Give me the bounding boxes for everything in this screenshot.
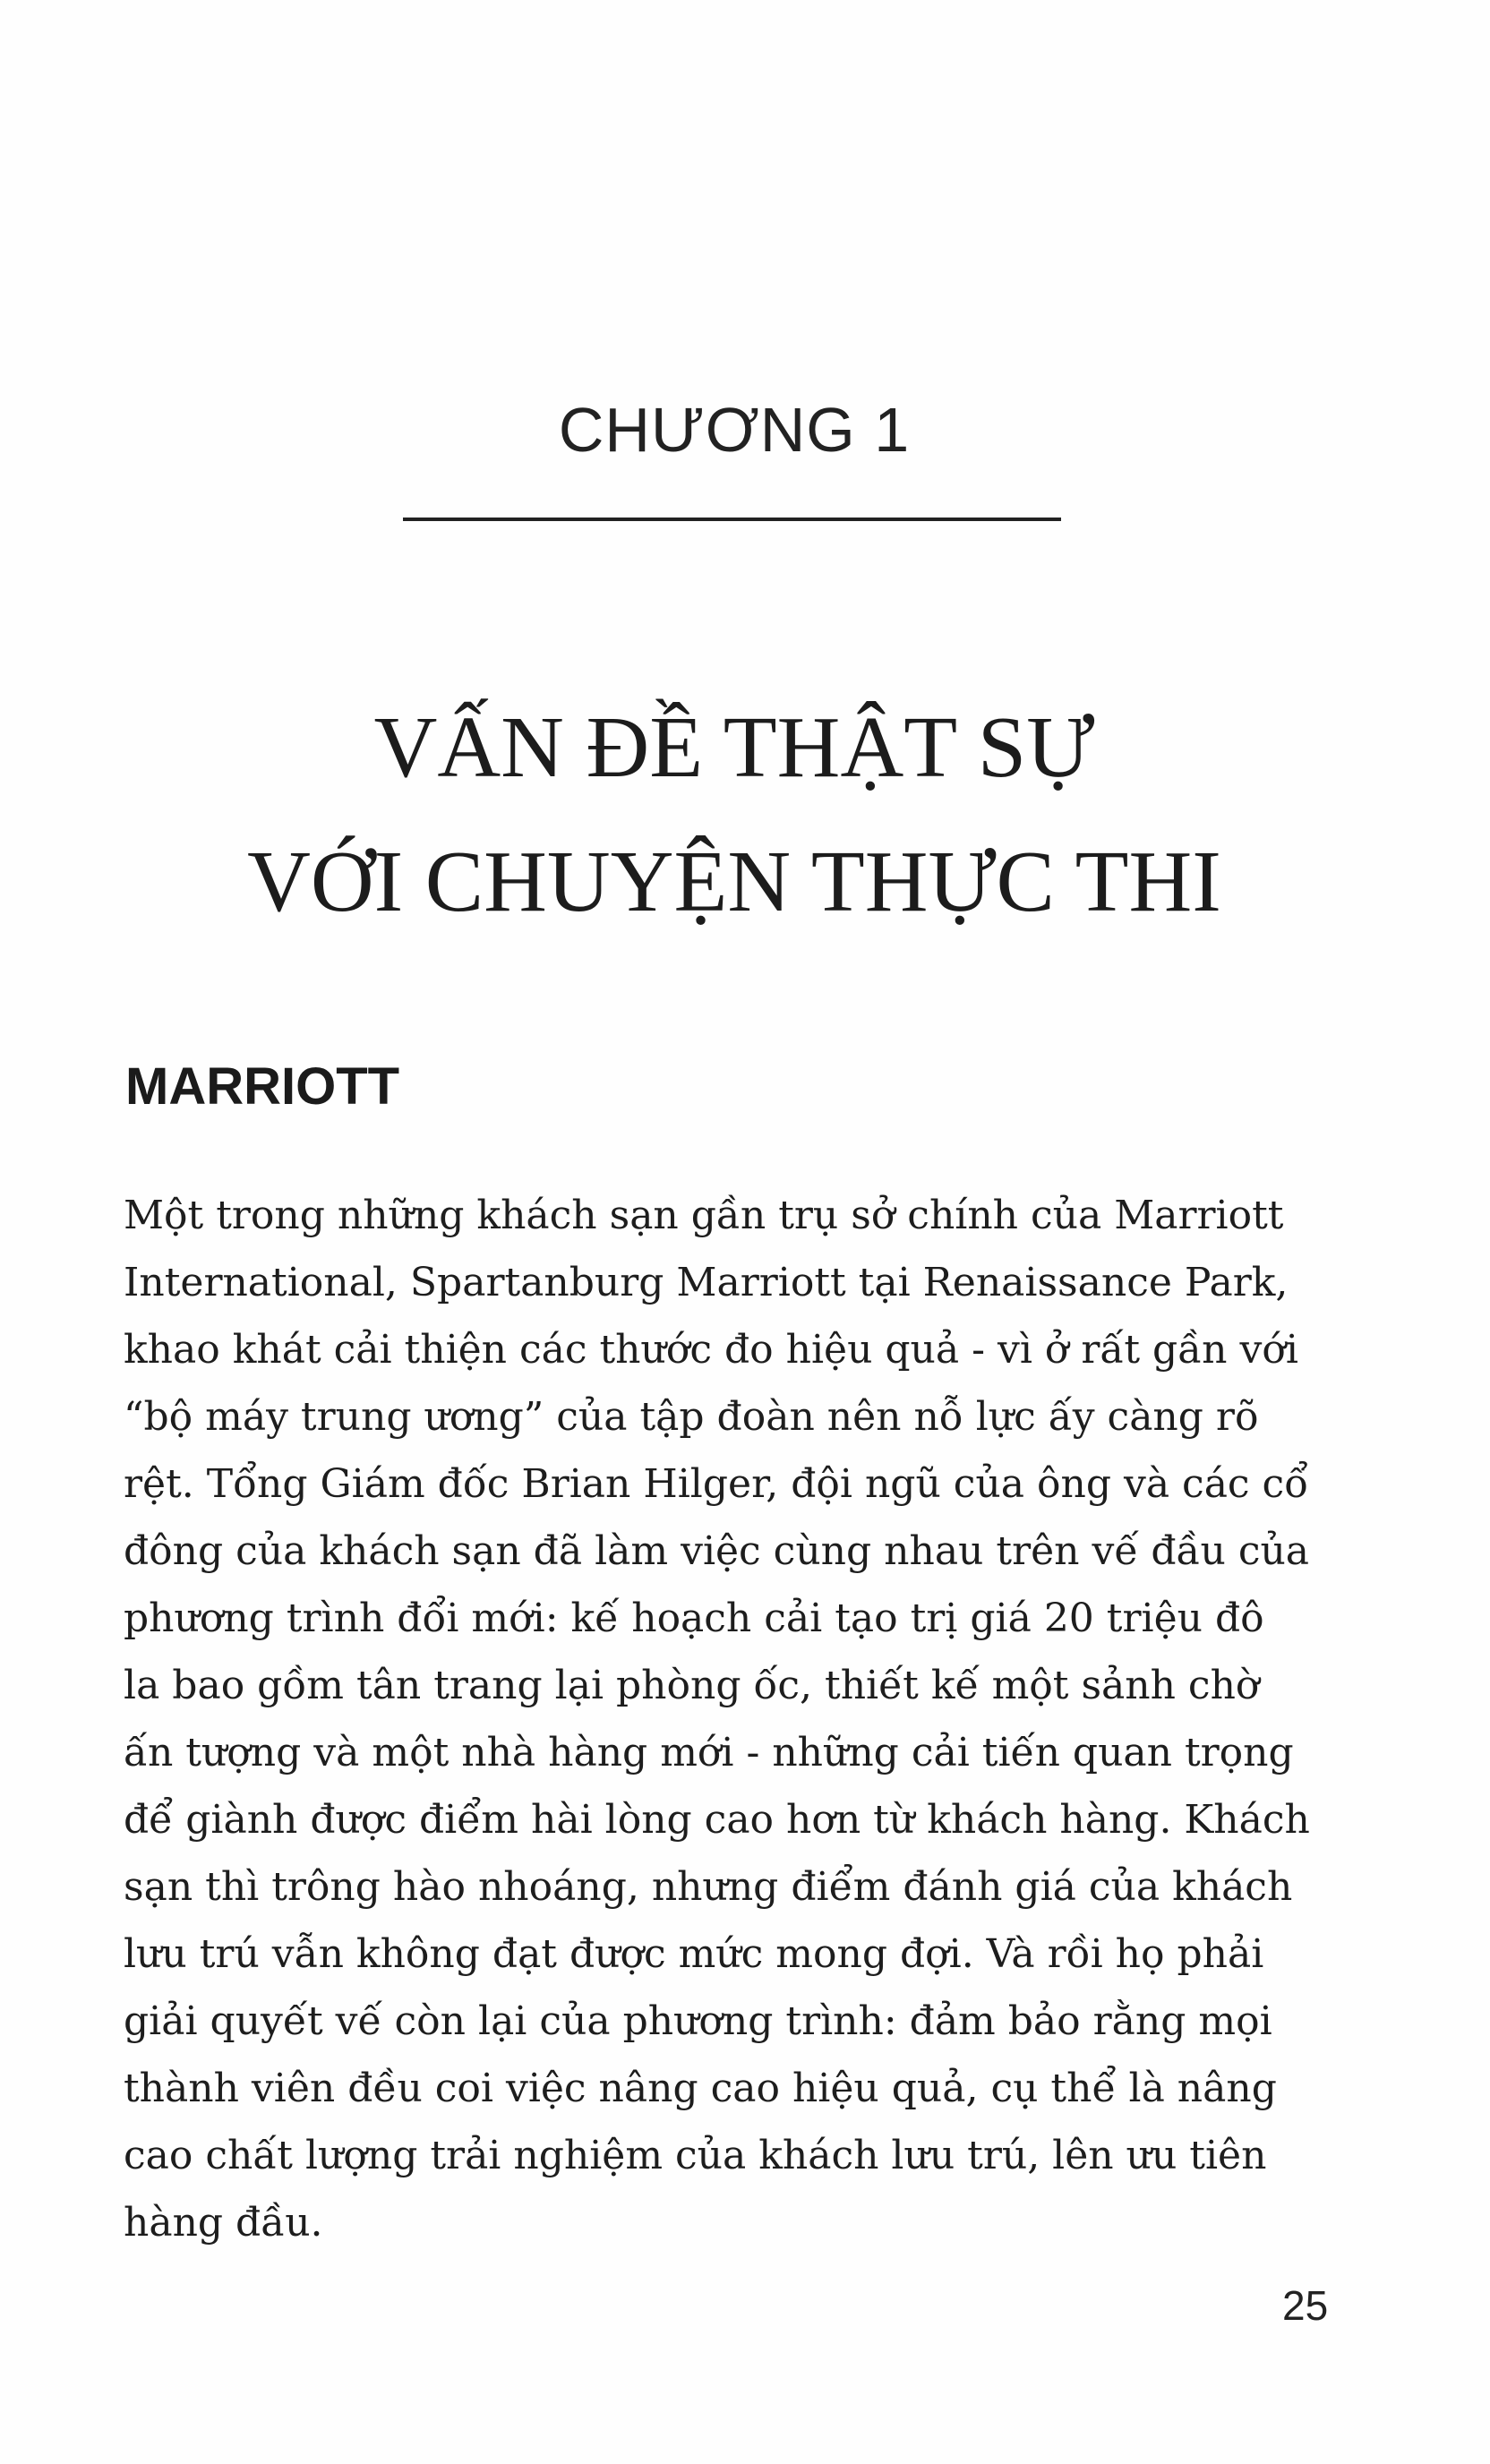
chapter-title [0, 680, 1469, 949]
chapter-title-line: VỚI CHUYỆN THỰC THI [247, 834, 1221, 930]
body-paragraph [124, 1182, 1377, 2256]
paragraph-line: lưu trú vẫn không đạt được mức mong đợi. Và rồi họ phải [124, 1931, 1264, 1977]
paragraph-line: “bộ máy trung ương” của tập đoàn nên nỗ lực ấy càng rõ [124, 1394, 1259, 1440]
paragraph-line: khao khát cải thiện các thước đo hiệu quả - vì ở rất gần với [124, 1327, 1298, 1373]
paragraph-line: thành viên đều coi việc nâng cao hiệu quả, cụ thể là nâng [124, 2066, 1277, 2111]
chapter-divider [403, 518, 1061, 521]
paragraph-line: hàng đầu. [124, 2200, 323, 2246]
section-heading: MARRIOTT [125, 1057, 400, 1116]
paragraph-line: International, Spartanburg Marriott tại Renaissance Park, [124, 1260, 1289, 1305]
paragraph-line: đông của khách sạn đã làm việc cùng nhau trên vế đầu của [124, 1528, 1310, 1574]
paragraph-line: rệt. Tổng Giám đốc Brian Hilger, đội ngũ của ông và các cổ [124, 1461, 1309, 1507]
paragraph-line: sạn thì trông hào nhoáng, nhưng điểm đánh giá của khách [124, 1864, 1293, 1910]
paragraph-line: la bao gồm tân trang lại phòng ốc, thiết kế một sảnh chờ [124, 1663, 1260, 1708]
page-number: 25 [1282, 2282, 1329, 2329]
paragraph-line: giải quyết vế còn lại của phương trình: đảm bảo rằng mọi [124, 1998, 1272, 2044]
paragraph-line: ấn tượng và một nhà hàng mới - những cải tiến quan trọng [124, 1730, 1294, 1775]
paragraph-line: để giành được điểm hài lòng cao hơn từ khách hàng. Khách [124, 1797, 1310, 1843]
paragraph-line: Một trong những khách sạn gần trụ sở chính của Marriott [124, 1193, 1284, 1238]
chapter-title-line: VẤN ĐỀ THẬT SỰ [373, 699, 1095, 796]
chapter-label: CHƯƠNG 1 [558, 395, 911, 465]
paragraph-line: phương trình đổi mới: kế hoạch cải tạo trị giá 20 triệu đô [124, 1596, 1264, 1641]
paragraph-line: cao chất lượng trải nghiệm của khách lưu trú, lên ưu tiên [124, 2133, 1267, 2178]
